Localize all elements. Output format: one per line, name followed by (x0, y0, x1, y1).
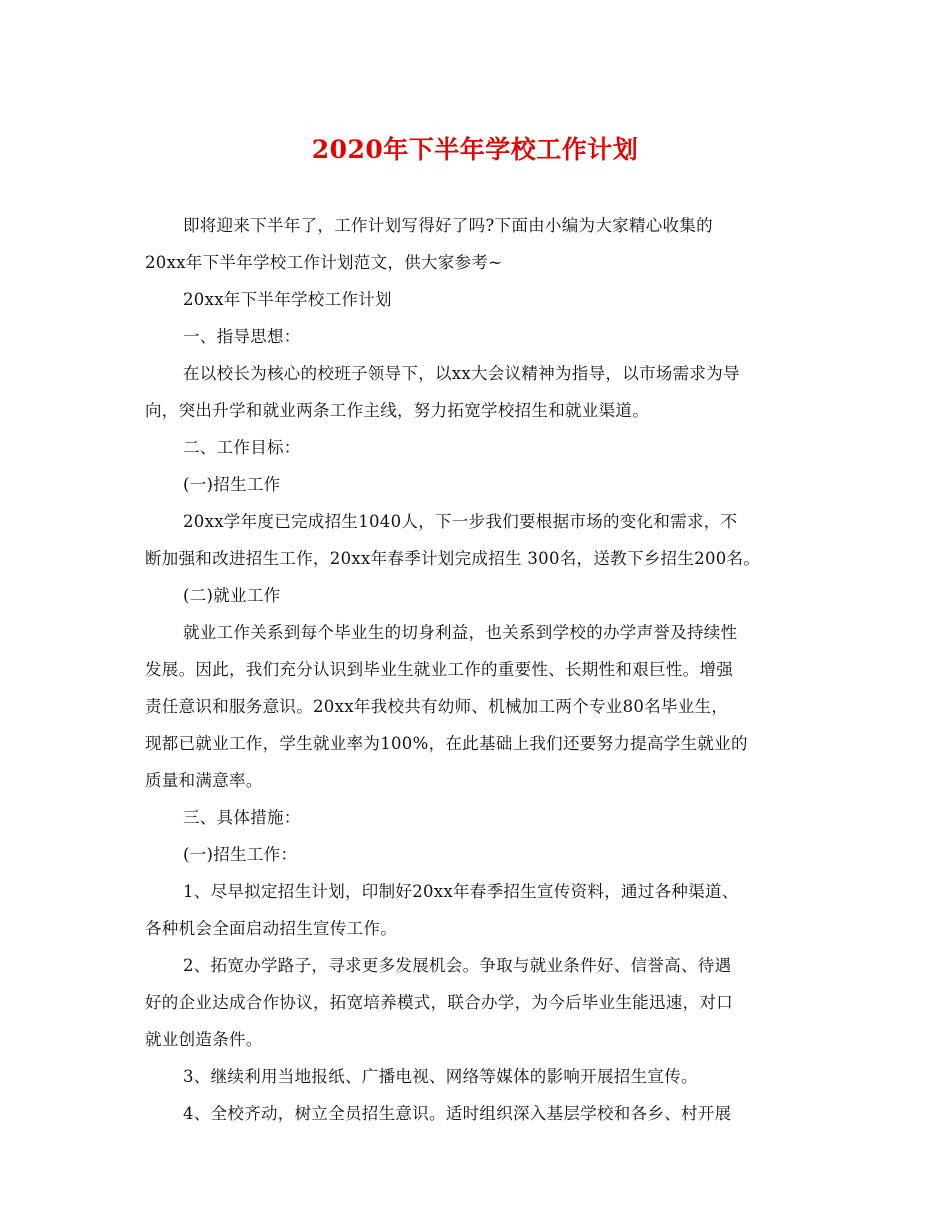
text-line: 现都已就业工作，学生就业率为100%，在此基础上我们还要努力提高学生就业的 (145, 734, 748, 753)
text-line: 各种机会全面启动招生宣传工作。 (145, 919, 397, 938)
text-line: 二、工作目标： (183, 438, 301, 457)
text-line: 1、尽早拟定招生计划，印制好20xx年春季招生宣传资料，通过各种渠道、 (183, 882, 739, 901)
document-title: 2020年下半年学校工作计划 (311, 135, 639, 164)
text-line: 20xx年下半年学校工作计划范文，供大家参考~ (145, 253, 503, 272)
text-line: 20xx学年度已完成招生1040人，下一步我们要根据市场的变化和需求，不 (183, 512, 738, 531)
text-line: 向，突出升学和就业两条工作主线，努力拓宽学校招生和就业渠道。 (145, 401, 649, 420)
text-line: 责任意识和服务意识。20xx年我校共有幼师、机械加工两个专业80名毕业生， (145, 697, 729, 716)
text-line: 三、具体措施： (183, 808, 301, 827)
text-line: (二)就业工作 (183, 586, 281, 605)
text-line: 3、继续利用当地报纸、广播电视、网络等媒体的影响开展招生宣传。 (183, 1067, 698, 1086)
text-line: 好的企业达成合作协议，拓宽培养模式，联合办学，为今后毕业生能迅速，对口 (145, 993, 733, 1012)
text-line: 发展。因此，我们充分认识到毕业生就业工作的重要性、长期性和艰巨性。增强 (145, 660, 733, 679)
text-line: 即将迎来下半年了，工作计划写得好了吗?下面由小编为大家精心收集的 (183, 216, 713, 235)
text-line: 在以校长为核心的校班子领导下，以xx大会议精神为指导，以市场需求为导 (183, 364, 740, 383)
text-line: 4、全校齐动，树立全员招生意识。适时组织深入基层学校和各乡、村开展 (183, 1104, 732, 1123)
text-line: 2、拓宽办学路子，寻求更多发展机会。争取与就业条件好、信誉高、待遇 (183, 956, 732, 975)
text-line: 就业工作关系到每个毕业生的切身利益，也关系到学校的办学声誉及持续性 (183, 623, 738, 642)
text-line: (一)招生工作 (183, 475, 281, 494)
text-line: 质量和满意率。 (145, 771, 263, 790)
text-line: 就业创造条件。 (145, 1030, 263, 1049)
text-line: 20xx年下半年学校工作计划 (183, 290, 392, 309)
text-line: 断加强和改进招生工作，20xx年春季计划完成招生 300名，送教下乡招生200名。 (145, 549, 761, 568)
text-line: (一)招生工作： (183, 845, 298, 864)
text-line: 一、指导思想： (183, 327, 301, 346)
document-body (145, 207, 815, 1132)
